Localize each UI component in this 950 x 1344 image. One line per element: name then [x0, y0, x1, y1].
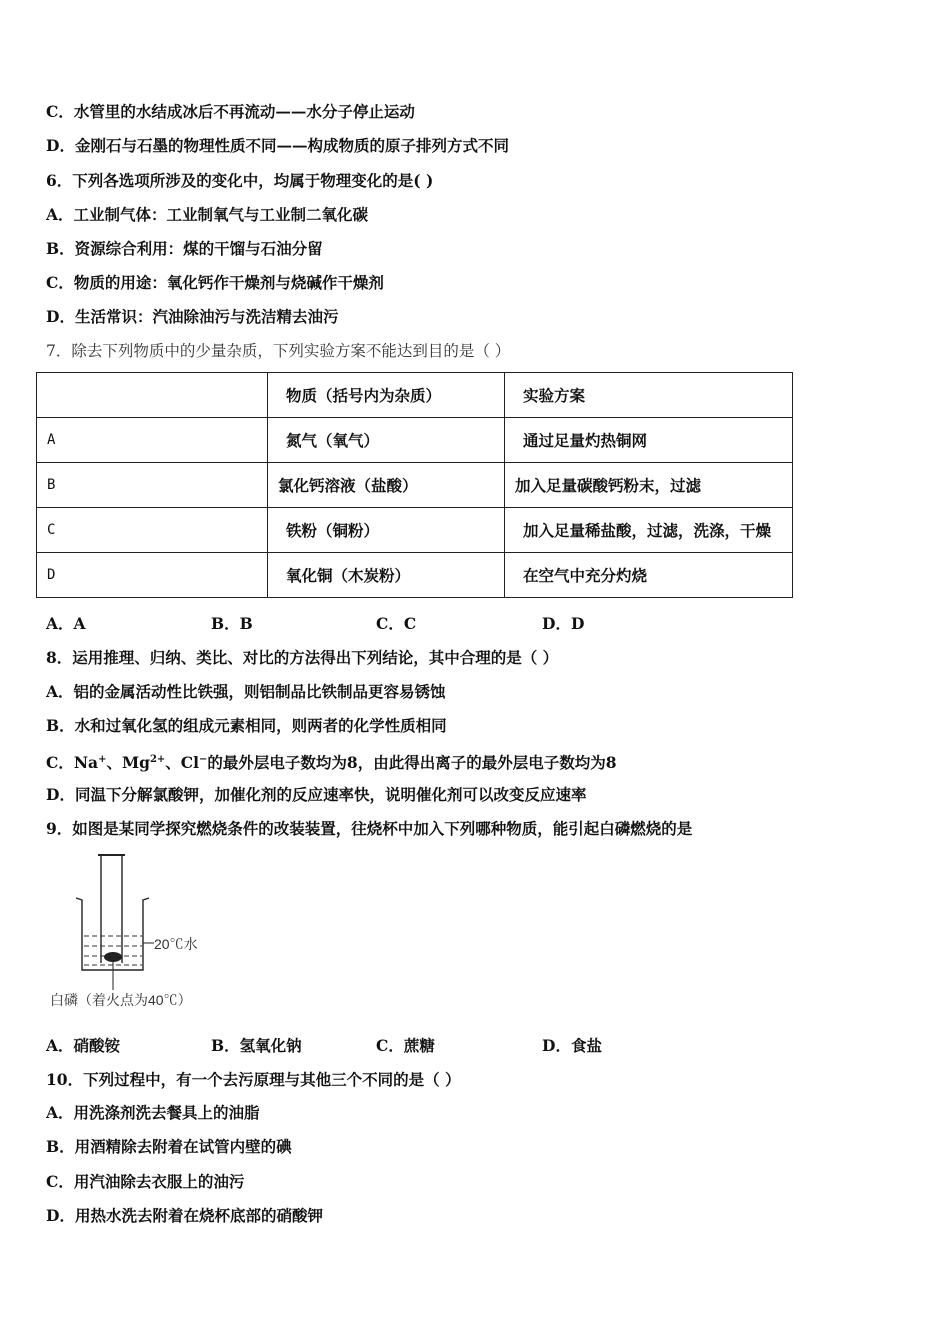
table-cell: 氯化钙溶液（盐酸） — [268, 463, 505, 508]
q10-option-d: D．用热水洗去附着在烧杯底部的硝酸钾 — [46, 1206, 323, 1225]
table-cell: 铁粉（铜粉） — [268, 508, 505, 553]
table-header-cell: 实验方案 — [505, 373, 793, 418]
q6-option-b: B．资源综合利用：煤的干馏与石油分留 — [46, 239, 323, 258]
q8-option-c-mid: 、Mg — [106, 753, 150, 773]
q7-option-a: A．A — [46, 614, 86, 633]
q9-option-d: D．食盐 — [542, 1036, 602, 1055]
table-cell: 加入足量碳酸钙粉末，过滤 — [505, 463, 793, 508]
table-header-cell: 物质（括号内为杂质） — [268, 373, 505, 418]
q7-table — [36, 372, 793, 598]
q6-stem: 6．下列各选项所涉及的变化中，均属于物理变化的是( ) — [46, 171, 434, 190]
ion-charge: 2+ — [149, 754, 166, 765]
q6-option-a: A．工业制气体：工业制氧气与工业制二氧化碳 — [46, 205, 369, 224]
q8-stem: 8．运用推理、归纳、类比、对比的方法得出下列结论，其中合理的是（ ） — [46, 648, 559, 667]
ion-charge: + — [98, 754, 107, 765]
ion-charge: − — [199, 754, 208, 765]
table-header-cell — [37, 373, 268, 418]
table-cell: C — [37, 508, 268, 553]
q7-stem: 7．除去下列物质中的少量杂质，下列实验方案不能达到目的是（ ） — [46, 342, 511, 360]
q9-option-b: B．氢氧化钠 — [211, 1036, 302, 1055]
table-cell: 在空气中充分灼烧 — [505, 553, 793, 598]
phosphorus-label: 白磷（着火点为40℃） — [50, 992, 192, 1008]
q8-option-d: D．同温下分解氯酸钾，加催化剂的反应速率快，说明催化剂可以改变反应速率 — [46, 785, 587, 804]
q9-stem: 9．如图是某同学探究燃烧条件的改装装置，往烧杯中加入下列哪种物质，能引起白磷燃烧的是 — [46, 819, 693, 838]
q8-option-c-suffix: 的最外层电子数均为8，由此得出离子的最外层电子数均为8 — [207, 753, 617, 773]
q5-option-d: D．金刚石与石墨的物理性质不同——构成物质的原子排列方式不同 — [46, 136, 509, 155]
q6-option-c: C．物质的用途：氧化钙作干燥剂与烧碱作干燥剂 — [46, 273, 384, 292]
q10-stem: 10．下列过程中，有一个去污原理与其他三个不同的是（ ） — [46, 1070, 461, 1089]
q5-option-c: C．水管里的水结成冰后不再流动——水分子停止运动 — [46, 102, 415, 121]
q10-option-a: A．用洗涤剂洗去餐具上的油脂 — [46, 1103, 260, 1122]
beaker-figure — [46, 848, 246, 1018]
table-cell: B — [37, 463, 268, 508]
q9-option-c: C．蔗糖 — [376, 1036, 435, 1055]
table-header-row — [37, 373, 793, 418]
q7-option-d: D．D — [542, 614, 585, 633]
table-row — [37, 508, 793, 553]
q8-option-a: A．铝的金属活动性比铁强，则铝制品比铁制品更容易锈蚀 — [46, 682, 446, 701]
white-phosphorus — [104, 952, 122, 962]
table-cell: D — [37, 553, 268, 598]
table-cell: 氧化铜（木炭粉） — [268, 553, 505, 598]
q10-option-c: C．用汽油除去衣服上的油污 — [46, 1172, 245, 1191]
table-cell: A — [37, 418, 268, 463]
table-cell: 通过足量灼热铜网 — [505, 418, 793, 463]
table-row — [37, 553, 793, 598]
q8-option-c-prefix: C．Na — [46, 753, 99, 773]
table-cell: 氮气（氧气） — [268, 418, 505, 463]
water-label: 20℃水 — [154, 936, 198, 952]
q7-option-b: B．B — [211, 614, 253, 633]
q10-option-b: B．用酒精除去附着在试管内壁的碘 — [46, 1137, 292, 1156]
table-row — [37, 463, 793, 508]
table-row — [37, 418, 793, 463]
q9-option-a: A．硝酸铵 — [46, 1036, 121, 1055]
table-cell: 加入足量稀盐酸，过滤，洗涤，干燥 — [505, 508, 793, 553]
q6-option-d: D．生活常识：汽油除油污与洗洁精去油污 — [46, 307, 339, 326]
q8-option-c-mid: 、Cl — [165, 753, 200, 773]
q8-option-b: B．水和过氧化氢的组成元素相同，则两者的化学性质相同 — [46, 716, 447, 735]
q8-option-c — [46, 750, 617, 773]
q7-option-c: C．C — [376, 614, 417, 633]
